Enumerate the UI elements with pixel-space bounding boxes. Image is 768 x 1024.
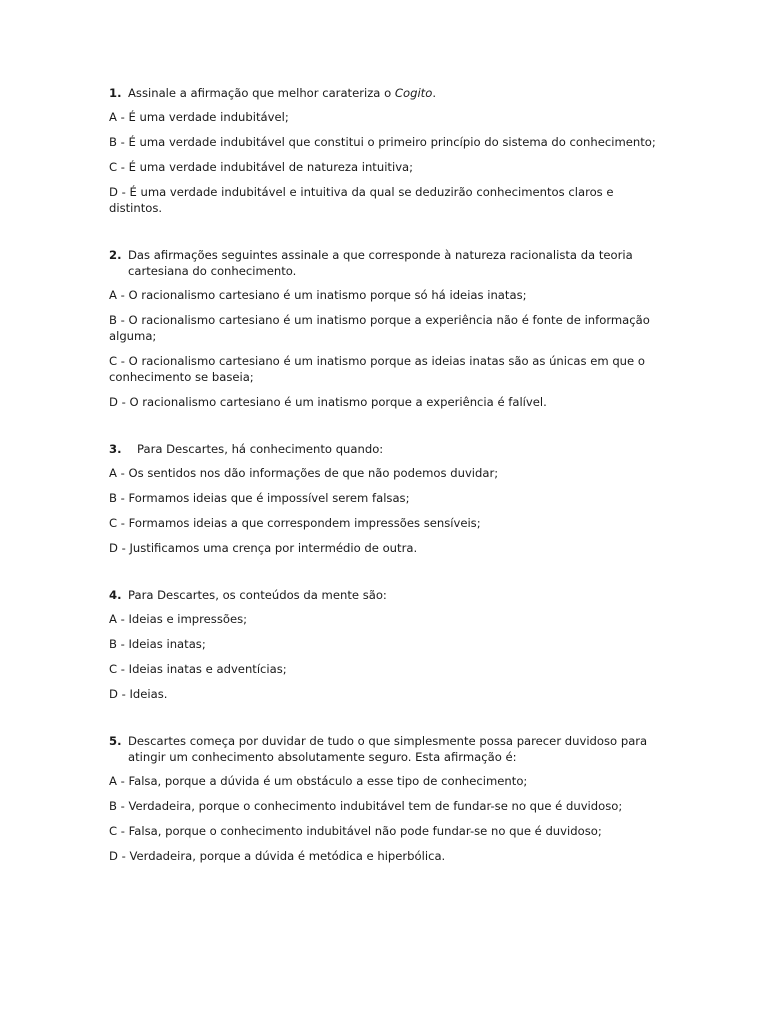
question-5-prompt [109, 733, 661, 765]
question-2 [109, 247, 661, 410]
question-2-option-b: B - O racionalismo cartesiano é um inatismo porque a experiência não é fonte de informação alguma; [109, 313, 650, 343]
question-3-option-c: C - Formamos ideias a que correspondem impressões sensíveis; [109, 516, 481, 530]
question-5-option-a: A - Falsa, porque a dúvida é um obstáculo a esse tipo de conhecimento; [109, 774, 528, 788]
spacer [109, 711, 661, 733]
document-page [109, 85, 661, 873]
question-4-option-c: C - Ideias inatas e adventícias; [109, 662, 287, 676]
question-4-option-b: B - Ideias inatas; [109, 637, 206, 651]
question-3-prompt [109, 441, 661, 457]
cogito-term: Cogito [394, 86, 433, 100]
question-3-option-b: B - Formamos ideias que é impossível serem falsas; [109, 491, 410, 505]
question-3-number: 3. [109, 442, 122, 456]
question-4-option-a: A - Ideias e impressões; [109, 612, 248, 626]
question-1-option-c: C - É uma verdade indubitável de natureza intuitiva; [109, 160, 414, 174]
question-1-text: Assinale a afirmação que melhor carateriza o [128, 86, 395, 100]
question-5 [109, 733, 661, 864]
question-2-option-c: C - O racionalismo cartesiano é um inatismo porque as ideias inatas são as únicas em que o conhecimento se baseia; [109, 354, 645, 384]
question-1-option-b: B - É uma verdade indubitável que constitui o primeiro princípio do sistema do conhecimento; [109, 135, 656, 149]
question-4-option-d: D - Ideias. [109, 687, 168, 701]
question-5-option-d: D - Verdadeira, porque a dúvida é metódica e hiperbólica. [109, 849, 446, 863]
question-4-prompt [109, 587, 661, 603]
question-4 [109, 587, 661, 702]
question-1 [109, 85, 661, 216]
question-1-option-a: A - É uma verdade indubitável; [109, 110, 289, 124]
question-1-prompt: 1. Assinale a afirmação que melhor carateriza o Cogito. [109, 86, 436, 100]
question-5-text: Descartes começa por duvidar de tudo o que simplesmente possa parecer duvidoso para atingir um conhecimento absolutamente seguro. Esta afirmação é: [128, 734, 648, 764]
spacer [109, 419, 661, 441]
question-4-number: 4. [109, 588, 122, 602]
question-5-option-c: C - Falsa, porque o conhecimento indubitável não pode fundar-se no que é duvidoso; [109, 824, 602, 838]
question-1-number: 1. [109, 86, 122, 100]
question-2-option-a: A - O racionalismo cartesiano é um inatismo porque só há ideias inatas; [109, 288, 527, 302]
question-4-text: Para Descartes, os conteúdos da mente são: [128, 588, 387, 602]
question-2-text: Das afirmações seguintes assinale a que corresponde à natureza racionalista da teoria cartesiana do conhecimento. [128, 248, 633, 278]
question-3-option-a: A - Os sentidos nos dão informações de que não podemos duvidar; [109, 466, 499, 480]
question-3-option-d: D - Justificamos uma crença por intermédio de outra. [109, 541, 418, 555]
spacer [109, 225, 661, 247]
question-1-option-d: D - É uma verdade indubitável e intuitiva da qual se deduzirão conhecimentos claros e distintos. [109, 185, 614, 215]
question-2-prompt [109, 247, 661, 279]
question-3 [109, 441, 661, 556]
spacer [109, 565, 661, 587]
question-3-text: Para Descartes, há conhecimento quando: [137, 442, 384, 456]
question-2-option-d: D - O racionalismo cartesiano é um inatismo porque a experiência é falível. [109, 395, 547, 409]
question-2-number: 2. [109, 248, 122, 262]
question-5-option-b: B - Verdadeira, porque o conhecimento indubitável tem de fundar-se no que é duvidoso; [109, 799, 623, 813]
question-5-number: 5. [109, 734, 122, 748]
